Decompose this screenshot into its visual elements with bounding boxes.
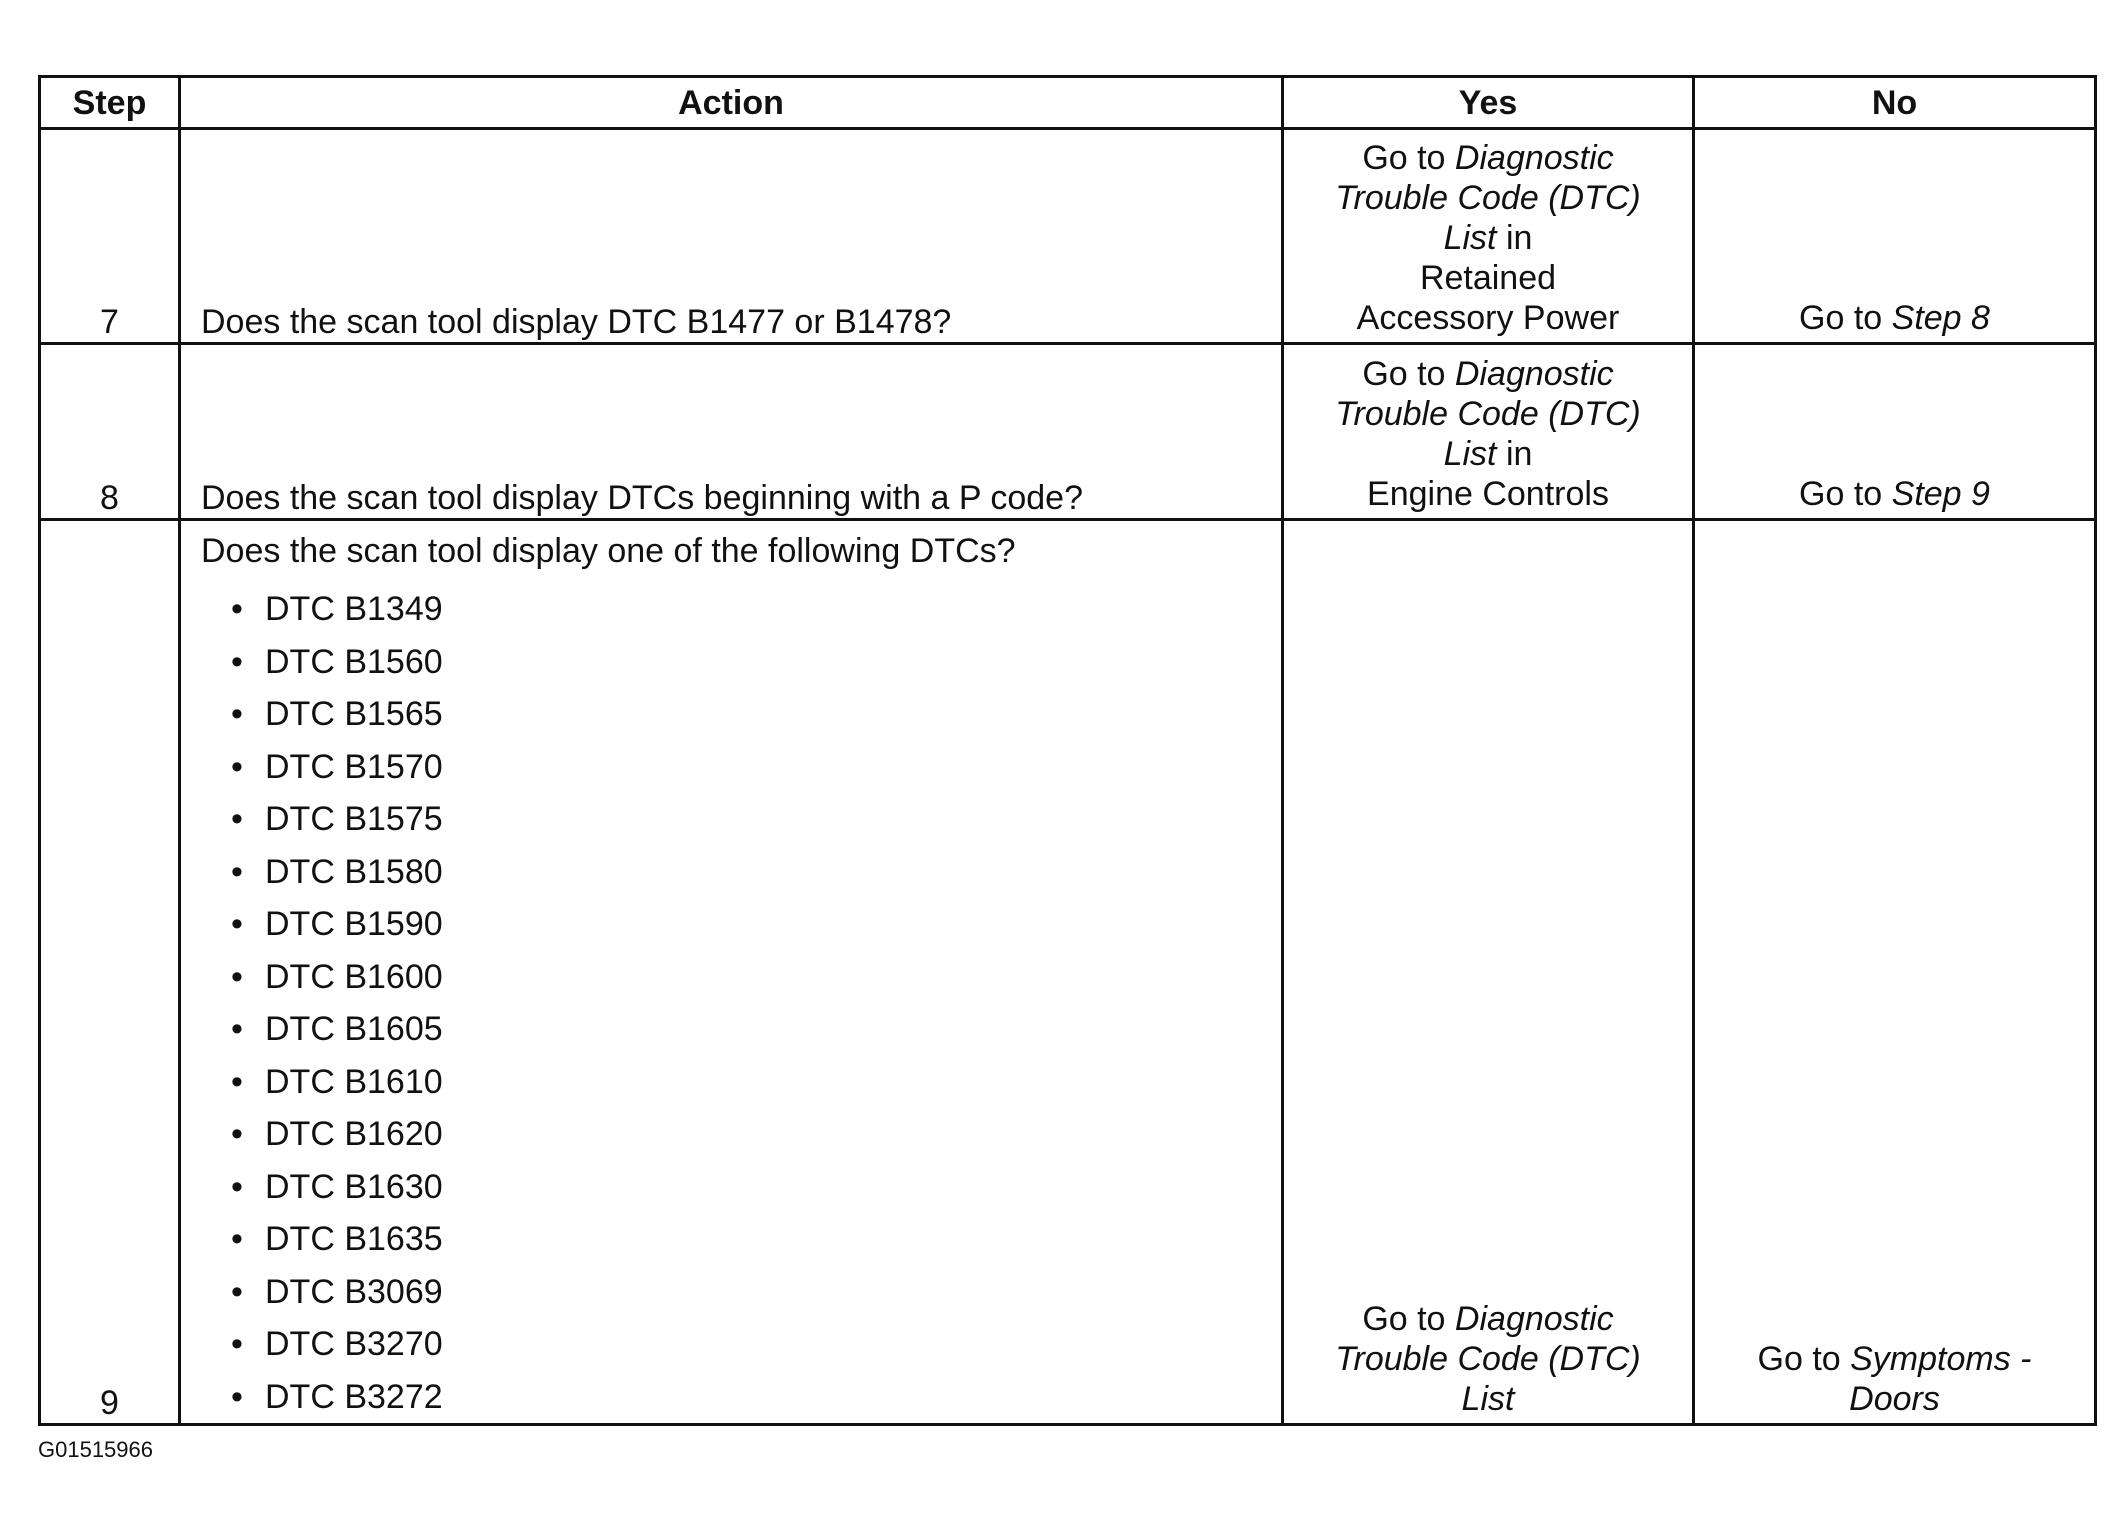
action-question: Does the scan tool display one of the following DTCs? <box>201 532 1016 570</box>
list-item: • DTC B1635 <box>231 1213 1281 1266</box>
list-item: • DTC B1565 <box>231 688 1281 741</box>
list-item: • DTC B1349 <box>231 583 1281 636</box>
action-text <box>180 129 1283 344</box>
yes-ref-text: Diagnostic <box>1454 355 1614 393</box>
header-yes: Yes <box>1283 77 1694 129</box>
list-item: • DTC B1570 <box>231 741 1281 794</box>
yes-line <box>1284 138 1692 178</box>
action-text <box>180 344 1283 520</box>
action-text <box>180 520 1283 1425</box>
header-no: No <box>1694 77 2096 129</box>
list-item: • DTC B3272 <box>231 1371 1281 1424</box>
yes-text: Go to <box>1362 139 1455 177</box>
yes-text: in <box>1496 435 1533 473</box>
header-action: Action <box>180 77 1283 129</box>
table-row <box>40 344 2096 520</box>
no-cell <box>1694 344 2096 520</box>
table-row <box>40 520 2096 1425</box>
no-ref-text: Doors <box>1849 1380 1940 1418</box>
no-line <box>1695 1339 2094 1379</box>
list-item: • DTC B1575 <box>231 793 1281 846</box>
yes-cell <box>1283 129 1694 344</box>
yes-text: Accessory Power <box>1356 299 1620 337</box>
table-row <box>40 129 2096 344</box>
header-step: Step <box>40 77 180 129</box>
no-ref-text: Step 8 <box>1891 299 1990 337</box>
yes-ref-text: Trouble Code (DTC) <box>1335 395 1641 433</box>
step-number: 8 <box>40 344 180 520</box>
no-cell <box>1694 129 2096 344</box>
no-text: Go to <box>1799 299 1892 337</box>
yes-text: Go to <box>1362 355 1455 393</box>
yes-text: Retained <box>1419 259 1557 297</box>
step-number: 7 <box>40 129 180 344</box>
figure-id: G01515966 <box>38 1437 153 1462</box>
yes-line <box>1284 218 1692 258</box>
list-item: • DTC B1630 <box>231 1161 1281 1214</box>
no-line <box>1695 298 2094 338</box>
no-ref-text: Step 9 <box>1891 475 1990 513</box>
list-item: • DTC B1590 <box>231 898 1281 951</box>
list-item: • DTC B1600 <box>231 951 1281 1004</box>
yes-ref-text: List <box>1443 435 1497 473</box>
yes-line <box>1284 354 1692 394</box>
yes-ref-text: Trouble Code (DTC) <box>1335 1340 1641 1378</box>
list-item: • DTC B1605 <box>231 1003 1281 1056</box>
list-item: • DTC B3069 <box>231 1266 1281 1319</box>
yes-text: Go to <box>1362 1300 1455 1338</box>
yes-cell <box>1283 344 1694 520</box>
list-item: • DTC B1560 <box>231 636 1281 689</box>
yes-cell <box>1283 520 1694 1425</box>
yes-line <box>1284 1299 1692 1339</box>
no-text: Go to <box>1799 475 1892 513</box>
no-text: Go to <box>1757 1340 1851 1378</box>
list-item: • DTC B1620 <box>231 1108 1281 1161</box>
dtc-list <box>201 583 1281 1423</box>
no-line <box>1695 474 2094 514</box>
step-number: 9 <box>40 520 180 1425</box>
list-item: • DTC B3270 <box>231 1318 1281 1371</box>
no-ref-text: Symptoms - <box>1850 1340 2032 1378</box>
yes-text: in <box>1496 219 1533 257</box>
yes-ref-text: Diagnostic <box>1454 1300 1614 1338</box>
yes-ref-text: Trouble Code (DTC) <box>1335 179 1641 217</box>
list-item: • DTC B1580 <box>231 846 1281 899</box>
yes-ref-text: List <box>1461 1380 1515 1418</box>
diagnostic-table <box>38 75 2097 1426</box>
action-question: Does the scan tool display DTC B1477 or B1478? <box>201 303 952 341</box>
yes-ref-text: List <box>1443 219 1497 257</box>
no-cell <box>1694 520 2096 1425</box>
yes-text: Engine Controls <box>1367 475 1609 513</box>
yes-line <box>1284 434 1692 474</box>
action-question: Does the scan tool display DTCs beginning with a P code? <box>201 479 1083 517</box>
list-item: • DTC B1610 <box>231 1056 1281 1109</box>
yes-ref-text: Diagnostic <box>1454 139 1614 177</box>
table-header-row <box>40 77 2096 129</box>
